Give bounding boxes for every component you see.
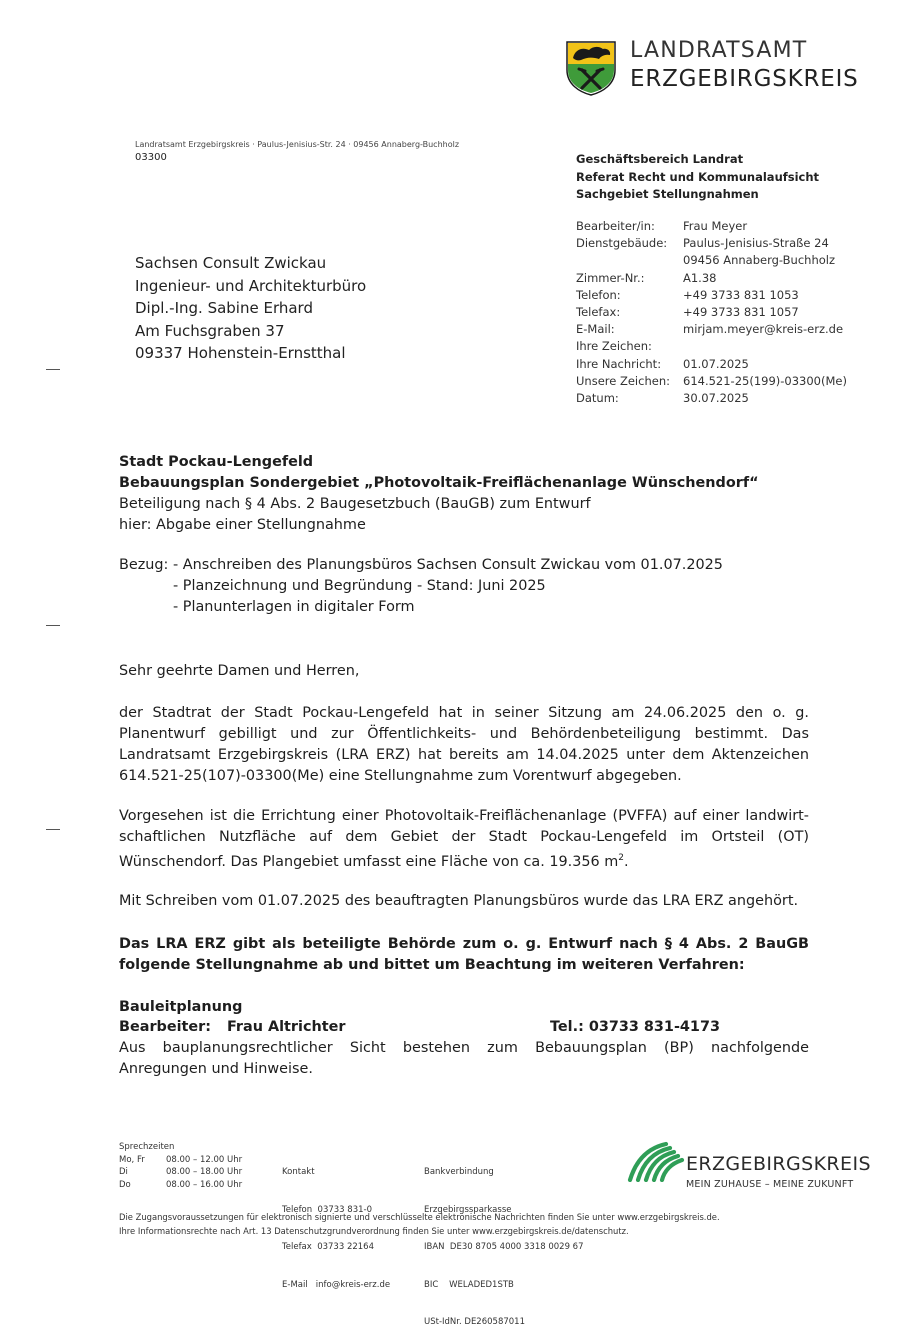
reference-item: - Planzeichnung und Begründung - Stand: Juni 2025 [173,578,546,594]
salutation: Sehr geehrte Damen und Herren, [119,663,360,679]
department-line: Geschäftsbereich Landrat [576,152,744,166]
fold-mark [46,829,60,830]
section-contact-row [119,1017,809,1038]
section-bearbeiter-name: Frau Altrichter [227,1019,346,1035]
fold-mark [46,625,60,626]
reference-label: Bezug: [119,557,169,573]
paragraph-1: der Stadtrat der Stadt Pockau-Lengefeld hat in seiner Sitzung am 24.06.2025 den o. g. Planentwurf gebilligt und zur Öffentlichkeits- und Behördenbeteiligung bestimmt. Das Landratsamt Erzgebirgskreis (LRA ERZ) hat bereits am 14.04.2025 unter dem Aktenzeichen 614.521-25(107)-03300(Me) eine Stellungnahme zum Vorentwurf abgegeben. [119,705,809,784]
department-block [576,151,819,204]
office-hours-row: Mo, Fr 08.00 – 12.00 Uhr [119,1154,243,1165]
office-hours-row: Di 08.00 – 18.00 Uhr [119,1167,243,1177]
info-row-telefax: Telefax: +49 3733 831 1057 [576,305,799,319]
section-title: Bauleitplanung [119,999,243,1015]
footer-bank [424,1141,584,1341]
legal-notice-privacy: Ihre Informationsrechte nach Art. 13 Datenschutzgrundverordnung finden Sie unter www.erzgebirgskreis.de/datenschutz. [119,1226,629,1236]
contact-line: E-Mail info@kreis-erz.de [282,1279,391,1290]
legal-notice-signature: Die Zugangsvoraussetzungen für elektronisch signierte und verschlüsselte elektronische Nachrichten finden Sie unter www.erzgebirgskreis.de. [119,1212,720,1222]
footer-contact [282,1141,390,1304]
contact-line: Telefon 03733 831-0 [282,1204,372,1215]
sender-return-address: Landratsamt Erzgebirgskreis · Paulus-Jenisius-Str. 24 · 09456 Annaberg-Buchholz [135,140,460,149]
reference-block [119,555,809,618]
info-row-zimmer: Zimmer-Nr.: A1.38 [576,271,717,285]
info-row-email: E-Mail: mirjam.meyer@kreis-erz.de [576,322,844,336]
department-line: Referat Recht und Kommunalaufsicht [576,169,820,184]
fold-mark [46,369,60,370]
recipient-line: 09337 Hohenstein-Ernstthal [135,344,346,362]
bank-line: USt-IdNr. DE260587011 [424,1317,525,1327]
recipient-line: Am Fuchsgraben 37 [135,321,285,340]
recipient-line: Sachsen Consult Zwickau [135,254,327,272]
recipient-address [135,252,366,365]
info-row-bearbeiter: Bearbeiter/in: Frau Meyer [576,219,748,233]
subject-block [119,452,809,536]
info-row-unsere-zeichen: Unsere Zeichen: 614.521-25(199)-03300(Me) [576,374,847,388]
paragraph-2: Vorgesehen ist die Errichtung einer Photovoltaik-Freiflächenanlage (PVFFA) auf einer landwirtschaftlichen Nutzfläche auf dem Gebiet der Stadt Pockau-Lengefeld im Ortsteil (OT) Wünschendorf. Das Plangebiet umfasst eine Fläche von ca. 19.356 $m^2$. [119,808,809,870]
letterhead-title-line1: LANDRATSAMT [630,38,808,63]
contact-title: Kontakt [282,1167,315,1177]
landratsamt-crest-logo [565,40,617,96]
subject-city: Stadt Pockau-Lengefeld [119,454,314,470]
subject-participation: Beteiligung nach § 4 Abs. 2 Baugesetzbuch (BauGB) zum Entwurf [119,496,591,512]
section-bearbeiter-label: Bearbeiter: [119,1019,212,1035]
subject-title: Bebauungsplan Sondergebiet „Photovoltaik-Freiflächenanlage Wünschendorf“ [119,475,759,491]
department-line: Sachgebiet Stellungnahmen [576,187,759,201]
footer-brand-slogan: MEIN ZUHAUSE – MEINE ZUKUNFT [686,1179,854,1190]
info-row-dienstgebaeude: Dienstgebäude: Paulus-Jenisius-Straße 24 [576,236,829,250]
bank-line: Erzgebirgssparkasse [424,1204,512,1215]
office-hours-row: Do 08.00 – 16.00 Uhr [119,1179,243,1190]
info-row-ihre-nachricht: Ihre Nachricht: 01.07.2025 [576,357,749,371]
info-row-datum: Datum: 30.07.2025 [576,391,749,405]
reference-item: - Anschreiben des Planungsbüros Sachsen Consult Zwickau vom 01.07.2025 [173,557,723,573]
footer-office-hours [119,1141,242,1191]
subject-statement: hier: Abgabe einer Stellungnahme [119,517,366,533]
bank-line: BIC WELADED1STB [424,1279,514,1290]
info-row-dienstgebaeude-2: 09456 Annaberg-Buchholz [683,253,836,267]
office-hours-title: Sprechzeiten [119,1142,175,1152]
reference-item: - Planunterlagen in digitaler Form [173,599,415,615]
letterhead-title-line2: ERZGEBIRGSKREIS [630,66,859,92]
bank-line: IBAN DE30 8705 4000 3318 0029 67 [424,1242,584,1252]
contact-line: Telefax 03733 22164 [282,1242,374,1252]
bank-title: Bankverbindung [424,1167,494,1177]
recipient-line: Dipl.-Ing. Sabine Erhard [135,299,313,317]
sender-code: 03300 [135,152,167,163]
section-telephone: Tel.: 03733 831-4173 [550,1019,720,1035]
info-row-ihre-zeichen: Ihre Zeichen: [576,339,652,353]
paragraph-4-bold: Das LRA ERZ gibt als beteiligte Behörde zum o. g. Entwurf nach § 4 Abs. 2 BauGB folgende Stellungnahme ab und bittet um Beachtung im weiteren Verfahren: [119,936,809,973]
paragraph-5: Aus bauplanungsrechtlicher Sicht bestehen zum Bebauungsplan (BP) nachfolgende Anregungen und Hinweise. [119,1040,809,1077]
footer-brand-name: ERZGEBIRGSKREIS [686,1153,871,1175]
recipient-line: Ingenieur- und Architekturbüro [135,276,367,295]
info-row-telefon: Telefon: +49 3733 831 1053 [576,288,799,302]
paragraph-3: Mit Schreiben vom 01.07.2025 des beauftragten Planungsbüros wurde das LRA ERZ angehört. [119,893,799,909]
